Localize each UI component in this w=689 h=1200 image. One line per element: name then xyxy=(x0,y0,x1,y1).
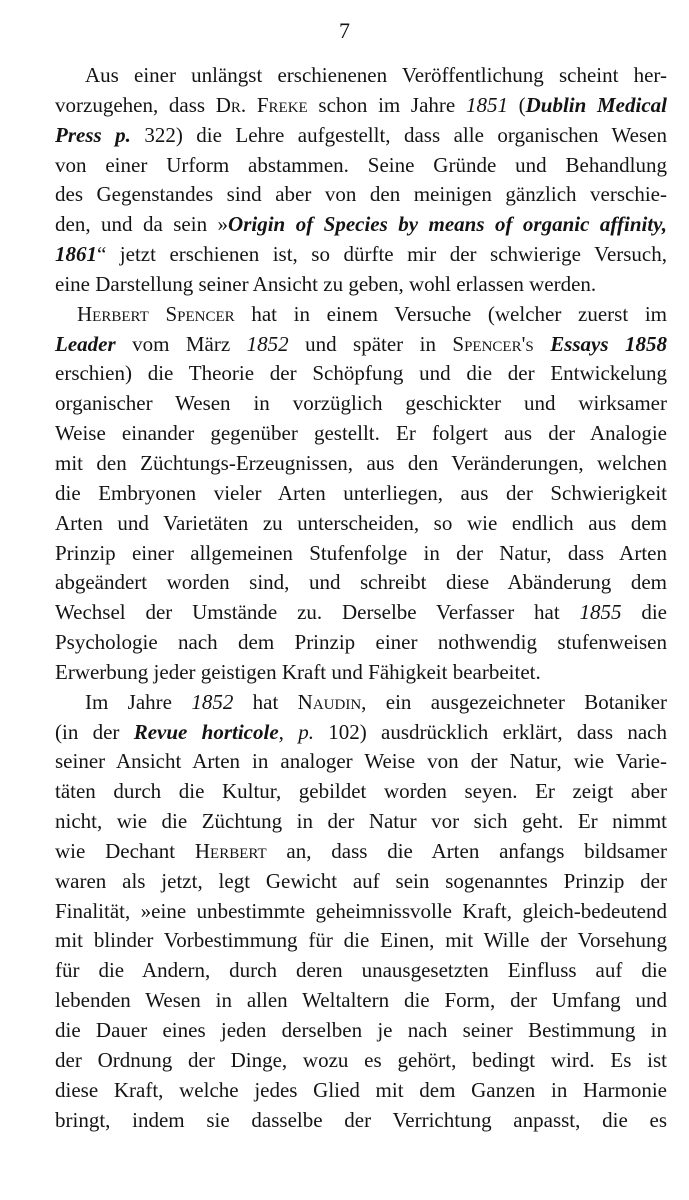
text-line xyxy=(55,539,667,569)
text-run: des Gegenstandes sind aber von den meinigen gänzlich verschie- xyxy=(55,182,667,207)
text-line xyxy=(55,151,667,181)
text-run: den, und da sein » xyxy=(55,212,229,237)
text-run: nicht, wie die Züchtung in der Natur vor sich geht. Er nimmt xyxy=(55,809,667,834)
text-run: organischer Wesen in vorzüglich geschickter und wirksamer xyxy=(55,391,667,416)
page-number: 7 xyxy=(339,18,350,43)
text-run: 1852 xyxy=(191,689,234,714)
text-line xyxy=(55,419,667,449)
text-run: Spencer's xyxy=(452,331,534,356)
text-run: 1852 xyxy=(246,331,289,356)
text-run: Erwerbung jeder geistigen Kraft und Fähigkeit bearbeitet. xyxy=(55,659,541,684)
text-line xyxy=(55,956,667,986)
text-run: 322) die Lehre aufgestellt, dass alle organischen Wesen xyxy=(130,122,667,147)
text-line xyxy=(55,91,667,121)
text-run: der Ordnung der Dinge, wozu es gehört, bedingt wird. Es ist xyxy=(55,1047,667,1072)
text-run: p. xyxy=(298,719,314,744)
text-run: Psychologie nach dem Prinzip einer nothwendig stufenweisen xyxy=(55,630,667,655)
text-line xyxy=(55,897,667,927)
text-run: Finalität, »eine unbestimmte geheimnissvolle Kraft, gleich-bedeutend xyxy=(55,898,667,923)
text-run: die xyxy=(621,600,668,625)
text-line xyxy=(55,389,667,419)
text-run: mit blinder Vorbestimmung für die Einen, mit Wille der Vorsehung xyxy=(55,928,667,953)
text-run: (in der xyxy=(55,719,134,744)
text-line xyxy=(55,658,667,688)
body-text xyxy=(55,61,667,1135)
text-line xyxy=(55,509,667,539)
text-run: Herbert xyxy=(194,838,267,863)
text-run: lebenden Wesen in allen Weltaltern die Form, der Umfang und xyxy=(55,988,667,1013)
text-run: die Dauer eines jeden derselben je nach seiner Bestimmung in xyxy=(55,1018,667,1042)
text-line xyxy=(55,449,667,479)
text-run: von einer Urform abstammen. Seine Gründe und Behandlung xyxy=(55,152,667,177)
text-run: erschien) die Theorie der Schöpfung und die der Entwickelung xyxy=(55,361,667,386)
text-run: täten durch die Kultur, gebildet worden seyen. Er zeigt aber xyxy=(55,779,667,804)
text-line xyxy=(55,568,667,598)
text-run: Herbert Spencer xyxy=(77,301,235,326)
text-run: Origin of Species by means of organic affinity, xyxy=(228,212,667,237)
text-run xyxy=(534,332,550,356)
text-run: die Embryonen vieler Arten unterliegen, aus der Schwierigkeit xyxy=(55,480,667,505)
text-line xyxy=(55,628,667,658)
text-line xyxy=(55,1016,667,1046)
text-run: Leader xyxy=(55,331,116,356)
text-run: Revue horticole xyxy=(133,719,279,744)
text-run: Dublin Medical xyxy=(525,92,667,117)
text-line xyxy=(55,1046,667,1076)
text-line xyxy=(55,479,667,509)
text-line xyxy=(55,121,667,151)
text-line xyxy=(55,867,667,897)
text-line xyxy=(55,777,667,807)
text-run: diese Kraft, welche jedes Glied mit dem Ganzen in Harmonie xyxy=(55,1077,667,1102)
text-run: 1861 xyxy=(55,242,97,267)
text-line xyxy=(55,61,667,91)
text-run: Prinzip einer allgemeinen Stufenfolge in der Natur, dass Arten xyxy=(55,540,667,565)
text-run: “ jetzt erschienen ist, so dürfte mir der schwierige Versuch, xyxy=(97,242,667,267)
text-run: bringt, indem sie dasselbe der Verrichtung anpasst, die es xyxy=(55,1107,667,1132)
text-run: Aus einer unlängst erschienenen Veröffentlichung scheint her- xyxy=(85,63,667,87)
text-run: vorzugehen, dass xyxy=(55,92,216,117)
text-line xyxy=(55,598,667,628)
text-run: 1855 xyxy=(579,600,622,625)
text-run: Im Jahre xyxy=(85,689,192,714)
text-run: wie Dechant xyxy=(55,838,195,863)
text-run: 1851 xyxy=(465,92,508,117)
text-run: ( xyxy=(507,92,526,117)
text-line xyxy=(55,688,667,718)
text-run: waren als jetzt, legt Gewicht auf sein sogenanntes Prinzip der xyxy=(55,868,667,893)
text-run: seiner Ansicht Arten in analoger Weise von der Natur, wie Varie- xyxy=(55,749,667,774)
text-run: , xyxy=(278,719,299,744)
text-line xyxy=(55,1076,667,1106)
text-line xyxy=(55,926,667,956)
text-run: hat in einem Versuche (welcher zuerst im xyxy=(234,301,667,326)
text-line xyxy=(55,807,667,837)
text-line xyxy=(55,718,667,748)
text-line xyxy=(55,330,667,360)
text-run: abgeändert worden sind, und schreibt diese Abänderung dem xyxy=(55,570,667,595)
text-line xyxy=(55,180,667,210)
text-run: Dr. Freke xyxy=(215,92,308,117)
text-line xyxy=(55,210,667,240)
text-line xyxy=(55,240,667,270)
text-run: , ein ausgezeichneter Botaniker xyxy=(361,689,667,714)
text-line xyxy=(55,1106,667,1136)
text-run: Arten und Varietäten zu unterscheiden, so wie endlich aus dem xyxy=(55,510,667,535)
text-run: Wechsel der Umstände zu. Derselbe Verfasser hat xyxy=(55,600,580,625)
text-line xyxy=(55,747,667,777)
text-run: schon im Jahre xyxy=(307,92,466,117)
text-run: 102) ausdrücklich erklärt, dass nach xyxy=(313,719,667,744)
text-run: Weise einander gegenüber gestellt. Er folgert aus der Analogie xyxy=(55,421,667,446)
text-line xyxy=(55,986,667,1016)
text-line xyxy=(55,837,667,867)
text-run: für die Andern, durch deren unausgesetzten Einfluss auf die xyxy=(55,958,667,983)
text-run: und später in xyxy=(288,331,453,356)
text-run: hat xyxy=(233,689,298,714)
text-line xyxy=(55,300,667,330)
text-run: eine Darstellung seiner Ansicht zu geben, wohl erlassen werden. xyxy=(55,271,597,296)
text-line xyxy=(55,270,667,300)
text-run: Press p. xyxy=(55,122,131,147)
text-run: an, dass die Arten anfangs bildsamer xyxy=(266,838,667,863)
text-line xyxy=(55,359,667,389)
text-run: mit den Züchtungs-Erzeugnissen, aus den Veränderungen, welchen xyxy=(55,450,667,475)
text-run: Naudin xyxy=(297,689,362,714)
text-run: Essays 1858 xyxy=(550,331,667,356)
text-run: vom März xyxy=(115,331,247,356)
